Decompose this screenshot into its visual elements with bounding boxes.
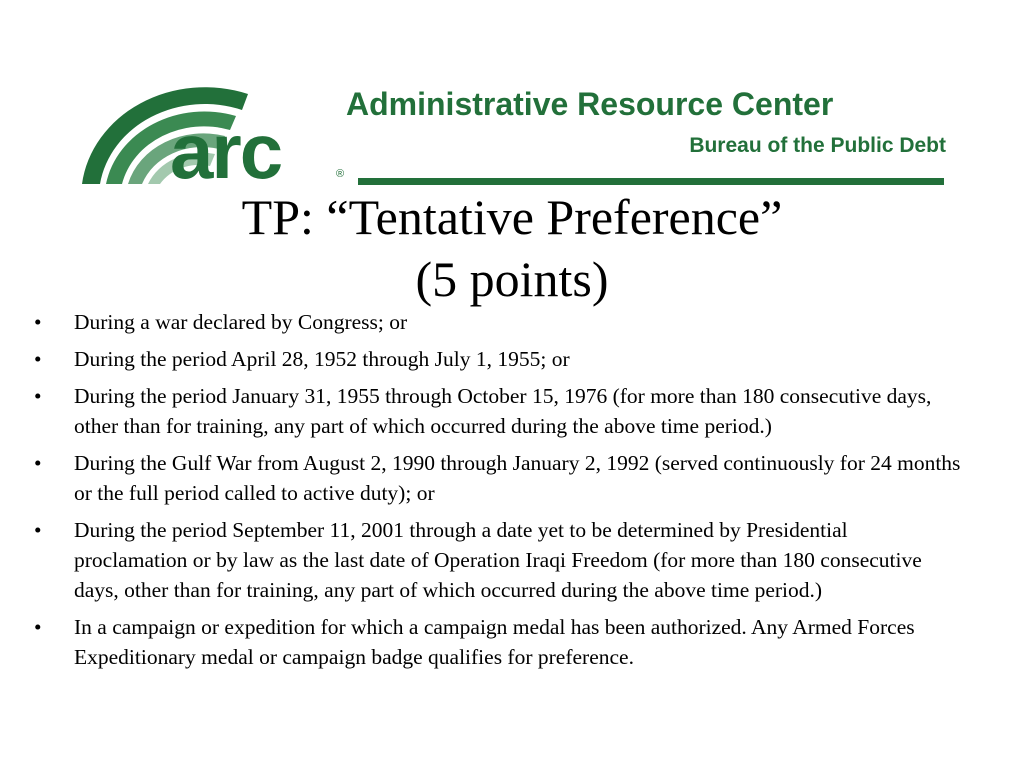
bullet-text: In a campaign or expedition for which a campaign medal has been authorized. Any Armed Forces Expeditionary medal or campaign badge qualifies for preference. [74, 615, 915, 669]
bullet-icon: • [34, 518, 42, 542]
slide-title-line-1: TP: “Tentative Preference” [241, 189, 783, 245]
header-divider [358, 178, 944, 185]
arc-logo-header [78, 72, 948, 195]
bullet-text: During the period April 28, 1952 through July 1, 1955; or [74, 347, 570, 371]
organization-name: Administrative Resource Center [346, 86, 834, 122]
bullet-item [34, 448, 964, 508]
bullet-icon: • [34, 347, 42, 371]
sub-organization-name: Bureau of the Public Debt [689, 134, 946, 157]
bullet-item [34, 307, 964, 337]
arc-wordmark: arc [170, 107, 282, 195]
slide-title [0, 186, 1024, 310]
bullet-item [34, 612, 964, 672]
slide-title-line-2: (5 points) [415, 251, 609, 307]
bullet-icon: • [34, 384, 42, 408]
bullet-icon: • [34, 451, 42, 475]
bullet-item [34, 381, 964, 441]
bullet-text: During the Gulf War from August 2, 1990 through January 2, 1992 (served continuously for 24 months or the full period called to active duty); or [74, 451, 961, 505]
bullet-list [34, 307, 964, 679]
bullet-item [34, 515, 964, 605]
bullet-text: During the period January 31, 1955 through October 15, 1976 (for more than 180 consecutive days, other than for training, any part of which occurred during the above time period.) [74, 384, 932, 438]
bullet-text: During a war declared by Congress; or [74, 310, 408, 334]
bullet-text: During the period September 11, 2001 through a date yet to be determined by Presidential proclamation or by law as the last date of Operation Iraqi Freedom (for more than 180 consecutive days, other than for training, any part of which occurred during the above time period.) [74, 518, 922, 602]
registered-mark: ® [336, 168, 345, 180]
bullet-icon: • [34, 615, 42, 639]
bullet-icon: • [34, 310, 42, 334]
bullet-item [34, 344, 964, 374]
